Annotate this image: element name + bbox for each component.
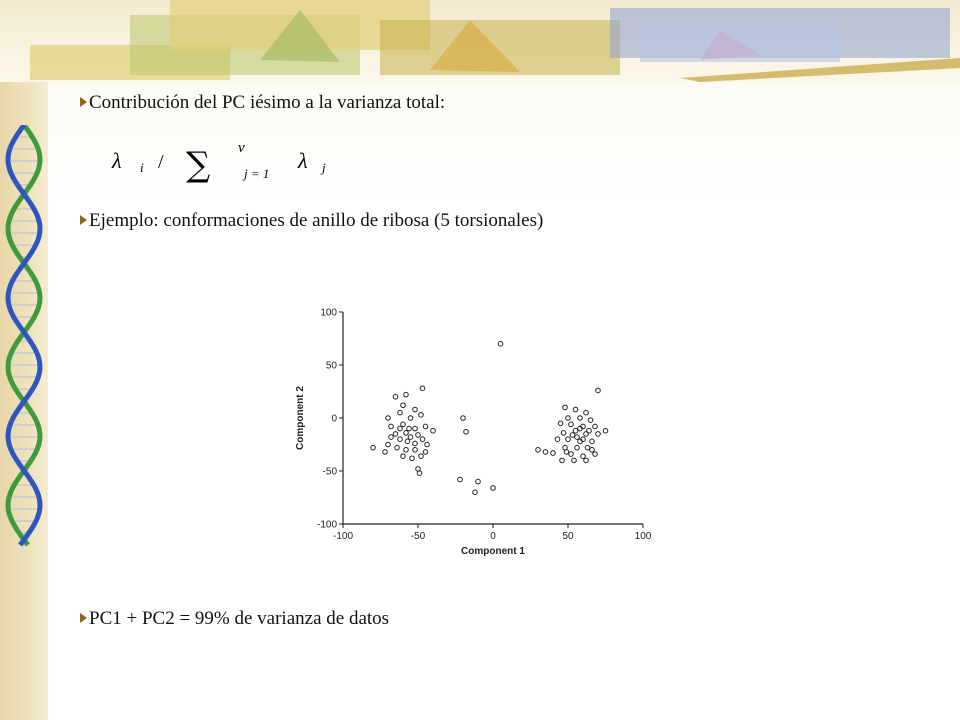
banner-foliage-image [0, 0, 960, 82]
formula-slash: / [158, 151, 164, 173]
data-point [603, 428, 608, 433]
data-point [393, 432, 398, 437]
data-point [585, 445, 590, 450]
x-axis-label: Component 1 [461, 546, 525, 557]
data-point [383, 450, 388, 455]
data-point [491, 486, 496, 491]
formula-lambda: λ [112, 148, 122, 173]
data-point [398, 410, 403, 415]
data-point [419, 413, 424, 418]
bullet-arrow-icon [80, 97, 87, 107]
bullet-variance-contribution [80, 92, 445, 114]
data-point [476, 479, 481, 484]
data-point [570, 433, 575, 438]
data-point [569, 452, 574, 457]
dna-strand-blue [8, 125, 40, 545]
data-point [389, 424, 394, 429]
data-point [431, 428, 436, 433]
bullet-text: Ejemplo: conformaciones de anillo de ribosa (5 torsionales) [89, 210, 544, 231]
data-point [419, 454, 424, 459]
data-point [413, 441, 418, 446]
data-point [590, 439, 595, 444]
formula-lambda-j: λ [298, 148, 308, 173]
data-point [405, 439, 410, 444]
y-tick-label: -100 [316, 519, 337, 531]
data-point [564, 450, 569, 455]
data-point [458, 477, 463, 482]
bullet-text: PC1 + PC2 = 99% de varianza de datos [89, 608, 390, 629]
data-point [596, 432, 601, 437]
formula-sub-j-eq-1: j = 1 [244, 166, 270, 181]
data-point [575, 445, 580, 450]
data-point [551, 451, 556, 456]
data-point [587, 428, 592, 433]
bullet-text: Contribución del PC iésimo a la varianza total: [89, 92, 446, 113]
data-point [386, 416, 391, 421]
data-point [425, 442, 430, 447]
data-point [404, 392, 409, 397]
formula-sigma: ∑ [186, 145, 211, 185]
data-point [404, 431, 409, 436]
data-point [413, 448, 418, 453]
data-point [423, 450, 428, 455]
data-point [473, 490, 478, 495]
data-point [416, 433, 421, 438]
data-point [558, 421, 563, 426]
data-point [584, 458, 589, 463]
x-tick-label: -100 [332, 531, 354, 542]
dna-helix-icon [0, 125, 48, 555]
formula-sub-i: i [140, 160, 144, 175]
data-point [566, 437, 571, 442]
data-point [572, 458, 577, 463]
y-tick-label: 0 [331, 413, 337, 425]
data-point [561, 431, 566, 436]
data-point [563, 405, 568, 410]
data-point [393, 395, 398, 400]
data-point [573, 428, 578, 433]
data-point [410, 456, 415, 461]
y-axis-label: Component 2 [295, 386, 306, 450]
x-tick-label: 50 [562, 531, 574, 542]
x-tick-label: -50 [410, 531, 426, 542]
x-tick-label: 0 [490, 531, 496, 542]
data-point [413, 426, 418, 431]
data-point [420, 437, 425, 442]
data-point [593, 452, 598, 457]
scatter-chart [180, 270, 660, 590]
data-point [401, 403, 406, 408]
data-point [417, 471, 422, 476]
data-point [401, 454, 406, 459]
data-point [413, 407, 418, 412]
scatter-chart-svg [180, 270, 660, 590]
data-point [398, 437, 403, 442]
data-point [401, 422, 406, 427]
data-point [543, 450, 548, 455]
formula-sub-j: j [322, 160, 326, 175]
data-point [395, 445, 400, 450]
bullet-example [80, 210, 543, 232]
data-point [581, 454, 586, 459]
top-decorative-banner [0, 0, 960, 82]
data-point [596, 388, 601, 393]
data-point [461, 416, 466, 421]
data-point [408, 435, 413, 440]
data-point [386, 442, 391, 447]
data-point [420, 386, 425, 391]
data-point [555, 437, 560, 442]
data-point [464, 429, 469, 434]
data-point [408, 416, 413, 421]
data-point [389, 435, 394, 440]
data-point [404, 448, 409, 453]
data-point [569, 422, 574, 427]
data-point [584, 410, 589, 415]
y-tick-label: 100 [320, 307, 337, 319]
formula-sup-nu: ν [238, 140, 245, 156]
data-point [371, 445, 376, 450]
data-point [588, 418, 593, 423]
data-point [573, 407, 578, 412]
data-point [590, 448, 595, 453]
data-point [575, 435, 580, 440]
data-point [398, 426, 403, 431]
data-point [423, 424, 428, 429]
data-point [566, 416, 571, 421]
x-tick-label: 100 [634, 531, 652, 542]
data-point [498, 342, 503, 347]
data-point [560, 458, 565, 463]
formula [110, 138, 350, 188]
bullet-pc-variance [80, 608, 389, 630]
y-tick-label: 50 [325, 360, 337, 372]
data-point [593, 424, 598, 429]
bullet-arrow-icon [80, 613, 87, 623]
y-tick-label: -50 [322, 466, 337, 478]
bullet-arrow-icon [80, 215, 87, 225]
data-point [536, 448, 541, 453]
data-point [578, 416, 583, 421]
data-point [407, 426, 412, 431]
